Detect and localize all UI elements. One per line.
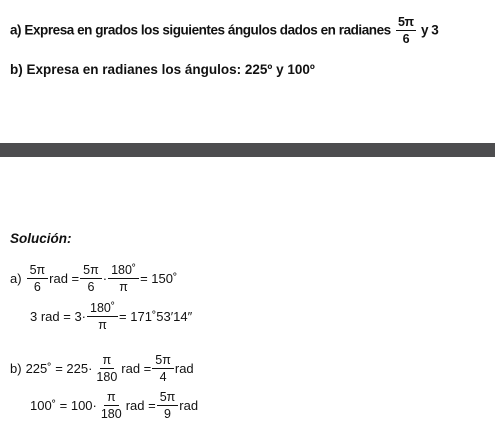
- question-b: [10, 62, 315, 77]
- fraction-denominator: 180: [100, 407, 122, 422]
- solution-title: Solución:: [10, 231, 72, 246]
- math-text: rad =: [125, 398, 156, 414]
- question-a: [10, 15, 438, 47]
- math-text: rad =: [49, 271, 80, 287]
- solution-a-line1: [10, 263, 177, 295]
- question-b-text: Expresa en radianes los ángulos:: [26, 62, 242, 77]
- fraction-numerator: 5π: [27, 263, 49, 279]
- fraction-numerator: 5π: [157, 390, 179, 406]
- fraction: [27, 263, 49, 295]
- question-a-label: a): [10, 22, 22, 38]
- fraction: [152, 353, 174, 385]
- fraction-numerator: 180˚: [108, 263, 139, 279]
- math-text: ·: [102, 271, 108, 287]
- fraction: [80, 263, 102, 295]
- fraction: [157, 390, 179, 422]
- math-result: = 150˚: [140, 271, 178, 287]
- fraction-denominator: π: [98, 318, 107, 333]
- fraction-numerator: π: [104, 390, 119, 406]
- math-text: rad =: [121, 361, 152, 377]
- fraction-denominator: 6: [402, 32, 410, 47]
- question-b-label: b): [10, 62, 23, 77]
- solution-a-line2: [30, 301, 192, 333]
- fraction-denominator: 6: [87, 280, 95, 295]
- fraction: [98, 390, 125, 422]
- section-divider: [0, 143, 495, 157]
- question-b-values: 225º y 100º: [244, 62, 315, 77]
- fraction-numerator: π: [100, 353, 115, 369]
- math-text: 3 rad = 3·: [30, 309, 87, 325]
- math-text: 100˚ = 100·: [30, 398, 97, 414]
- solution-b-line1: [10, 353, 194, 385]
- fraction-numerator: 5π: [396, 15, 416, 31]
- question-a-text: Expresa en grados los siguientes ángulos dados en radianes: [24, 22, 391, 38]
- math-text: rad: [179, 398, 199, 414]
- fraction-denominator: π: [119, 280, 128, 295]
- fraction-numerator: 180˚: [87, 301, 118, 317]
- fraction-denominator: 180: [96, 370, 118, 385]
- math-result: = 171˚53′14″: [119, 309, 193, 325]
- math-text: 225˚ = 225·: [25, 361, 93, 377]
- fraction-numerator: 5π: [152, 353, 174, 369]
- solution-a-label: a): [10, 271, 22, 287]
- solution-b-line2: [30, 390, 198, 422]
- question-a-fraction: [396, 15, 416, 47]
- question-a-tail: y 3: [420, 22, 439, 38]
- solution-b-label: b): [10, 361, 22, 377]
- fraction: [108, 263, 139, 295]
- fraction: [93, 353, 120, 385]
- fraction-numerator: 5π: [80, 263, 102, 279]
- fraction-denominator: 4: [159, 370, 167, 385]
- fraction-denominator: 9: [164, 407, 171, 422]
- fraction-denominator: 6: [33, 280, 41, 295]
- math-text: rad: [174, 361, 194, 377]
- fraction: [87, 301, 118, 333]
